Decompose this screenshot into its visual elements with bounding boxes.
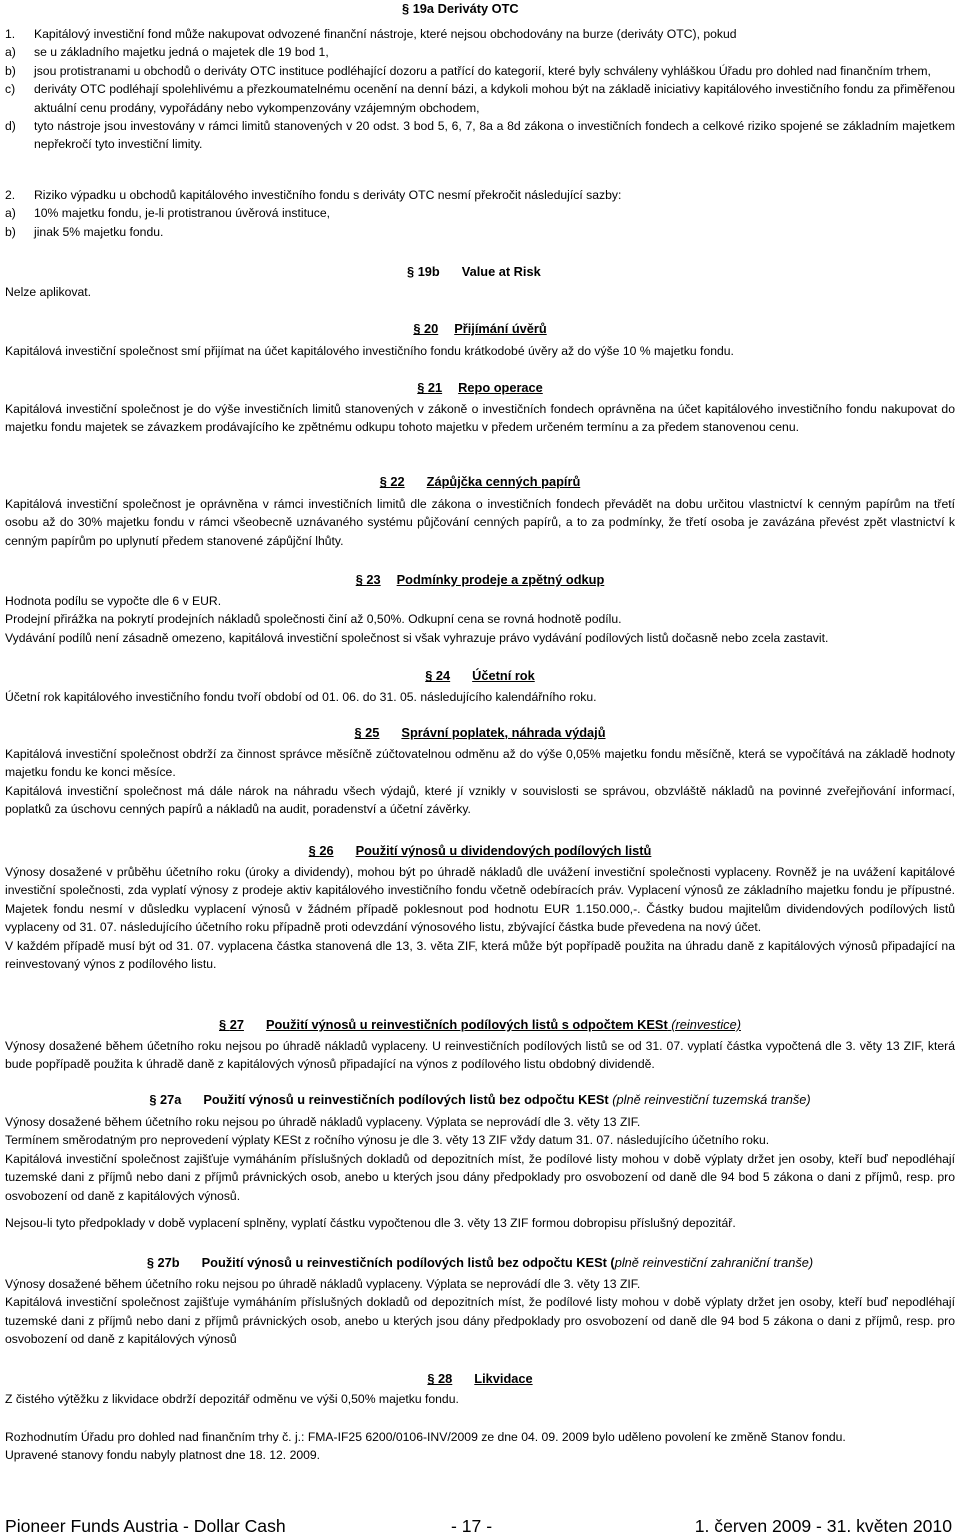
section-26-text: Výnosy dosažené v průběhu účetního roku (úroky a dividendy), mohou být po úhradě nákladů dle uvážení investiční společnosti vyplaceny. Rovněž je na uvážení kapitálové investiční společnosti, zda vyplatí výnosy z prodeje aktiv kapitálového investičního fondu včetně odebíracích práv. Vyplacení výnosů ze základního majetku fondu je přípustné. Majetek fondu nesmí v důsledku vyplacení výnosů v žádném případě poklesnout pod hodnotu EUR 1.150.000,-. Částky budou majitelům dividendových podílových listů vyplaceny od 31. 07. následujícího účetního roku případně proti odevzdání výnosového listu, zbývající částka bude převedena na nový účet. V každém případě musí být od 31. 07. vyplacena částka stanovená dle 13, 3. věta ZIF, která může být popřípadě použita na úhradu daně z kapitálových výnosů připadající na reinvestovaný výnos z podílového listu. xyxy=(5,865,955,972)
list-item: a) se u základního majetku jedná o majetek dle 19 bod 1, xyxy=(5,45,329,60)
list-item: d) tyto nástroje jsou investovány v rámci limitů stanovených v 20 odst. 3 bod 5, 6, 7, 8a a 8d zákona o investičních fondech a celkové riziko spojené se základním majetkem nepřekročí tyto investiční limity. xyxy=(5,119,955,152)
section-20-text: Kapitálová investiční společnost smí přijímat na účet kapitálového investičního fondu krátkodobé úvěry až do výše 10 % majetku fondu. xyxy=(5,344,734,358)
page-number: - 17 - xyxy=(451,1516,493,1536)
section-27a-text: Výnosy dosažené během účetního roku nejsou po úhradě nákladů vyplaceny. Výplata se neprovádí dle 3. věty 13 ZIF. Termínem směrodatným pro neprovedení výplaty KESt z ročního výnosu je dle 3. věty 13 ZIF vždy datum 31. 07. následujícího účetního roku. Kapitálová investiční společnost zajišťuje vymáháním příslušných dokladů od depozitních míst, že podílové listy mohou v době výplaty držet jen osoby, kteří buď nepodléhají tuzemské dani z příjmů nebo dani z příjmů právnických osob, anebo u kterých jsou dány předpoklady pro osvobození od daně dle 94 bod 5 zákona o dani z příjmů, resp. pro osvobození od daně z kapitálových výnosů. Nejsou-li tyto předpoklady v době vyplacení splněny, vyplatí částku vypočtenou dle 3. věty 13 ZIF formou dobropisu příslušný depozitář. xyxy=(5,1115,955,1231)
section-27b-text: Výnosy dosažené během účetního roku nejsou po úhradě nákladů vyplaceny. Výplata se neprovádí dle 3. věty 13 ZIF. Kapitálová investiční společnost zajišťuje vymáháním příslušných dokladů od depozitních míst, že podílové listy mohou v době výplaty držet jen osoby, kteří buď nepodléhají tuzemské dani z příjmů nebo dani z příjmů právnických osob, anebo u kterých jsou dány předpoklady pro osvobození od daně dle 94 bod 5 zákona o dani z příjmů, resp. pro osvobození od daně z kapitálových výnosů xyxy=(5,1277,955,1347)
not-applicable-text: Nelze aplikovat. xyxy=(5,285,92,299)
section-heading-26: § 26 Použití výnosů u dividendových podílových listů xyxy=(308,843,652,858)
list-item: b) jsou protistranami u obchodů o deriváty OTC instituce podléhající dozoru a patřící do kategorií, které byly schváleny vyhláškou Úřadu pro dohled nad finančním trhem, xyxy=(5,63,931,78)
footer-period: 1. červen 2009 - 31. květen 2010 xyxy=(694,1516,952,1536)
section-25-text: Kapitálová investiční společnost obdrží za činnost správce měsíčně zúčtovatelnou odměnu až do výše 0,05% majetku fondu měsíčně, která se vypočítává na základě hodnoty majetku fondu ke konci měsíce. Kapitálová investiční společnost má dále nárok na náhradu všech výdajů, které jí vznikly v souvislosti se správou, obzvláště nákladů na povinné zveřejňování informací, poplatků za úschovu cenných papírů a nákladů na audit, poradenství a účetní závěrky. xyxy=(5,747,955,817)
section-heading-19a: § 19a Deriváty OTC xyxy=(402,1,519,16)
footer-fund-name: Pioneer Funds Austria - Dollar Cash xyxy=(5,1516,286,1536)
section-heading-20: § 20 Přijímání úvěrů xyxy=(413,321,547,336)
section-heading-28: § 28 Likvidace xyxy=(427,1371,533,1386)
closing-note: Rozhodnutím Úřadu pro dohled nad finančním trhy č. j.: FMA-IF25 6200/0106-INV/2009 ze dne 04. 09. 2009 bylo uděleno povolení ke změně Stanov fondu. Upravené stanovy fondu nabyly platnost dne 18. 12. 2009. xyxy=(5,1430,846,1463)
section-heading-27a: § 27a Použití výnosů u reinvestičních podílových listů bez odpočtu KESt (plně reinvestiční tuzemská tranše) xyxy=(149,1092,811,1107)
page-footer xyxy=(0,1515,960,1537)
list-item: a) 10% majetku fondu, je-li protistranou úvěrová instituce, xyxy=(5,206,331,221)
section-27-text: Výnosy dosažené během účetního roku nejsou po úhradě nákladů vyplaceny. U reinvestičních podílových listů se od 31. 07. vyplatí částka vypočtená dle 3. věty 13 ZIF, která bude popřípadě použita k úhradě daně z kapitálových výnosů připadající na výnos z podílového listu obdobný dividendě. xyxy=(5,1039,955,1072)
list-item: c) deriváty OTC podléhají spolehlivému a přezkoumatelnému ocenění na denní bázi, a kdykoli mohou být na základě iniciativy kapitálového investičního fondu za přiměřenou aktuální cenu prodány, vypořádány nebo vykompenzovány vzájemným obchodem, xyxy=(5,82,955,115)
list-item: b) jinak 5% majetku fondu. xyxy=(5,224,164,239)
section-heading-24: § 24 Účetní rok xyxy=(425,668,535,683)
list-item: 2. Riziko výpadku u obchodů kapitálového investičního fondu s deriváty OTC nesmí překročit následující sazby: xyxy=(5,188,622,202)
section-heading-21: § 21 Repo operace xyxy=(417,380,543,395)
section-heading-27: § 27 Použití výnosů u reinvestičních podílových listů s odpočtem KESt (reinvestice) xyxy=(219,1017,741,1032)
section-sign: § xyxy=(402,1,413,16)
list-item: 1. Kapitálový investiční fond může nakupovat odvozené finanční nástroje, které nejsou obchodovány na burze (deriváty OTC), pokud xyxy=(5,27,737,41)
section-19a-body xyxy=(5,25,955,154)
section-heading-25: § 25 Správní poplatek, náhrada výdajů xyxy=(354,725,606,740)
section-24-text: Účetní rok kapitálového investičního fondu tvoří období od 01. 06. do 31. 05. následujícího kalendářního roku. xyxy=(5,690,597,704)
section-heading-22: § 22 Zápůjčka cenných papírů xyxy=(379,474,581,489)
section-28-text: Z čistého výtěžku z likvidace obdrží depozitář odměnu ve výši 0,50% majetku fondu. xyxy=(5,1392,459,1406)
section-23-text: Hodnota podílu se vypočte dle 6 v EUR. Prodejní přirážka na pokrytí prodejních nákladů společnosti činí až 0,50%. Odkupní cena se rovná hodnotě podílu. Vydávání podílů není zásadně omezeno, kapitálová investiční společnost si však vyhrazuje právo vydávání podílových listů dočasně nebo zcela zastavit. xyxy=(5,594,829,645)
section-21-text: Kapitálová investiční společnost je do výše investičních limitů stanovených v zákoně o investičních fondech oprávněna na účet kapitálového investičního fondu nakupovat do majetku fondu majetek se závazkem prodávajícího ke zpětnému odkupu tohoto majetku v předem určeném termínu a za předem stanovenou cenu. xyxy=(5,402,955,435)
section-heading-23: § 23 Podmínky prodeje a zpětný odkup xyxy=(355,572,605,587)
section-heading-27b: § 27b Použití výnosů u reinvestičních podílových listů bez odpočtu KESt (plně reinvestiční zahraniční tranše) xyxy=(146,1255,814,1270)
section-heading-19b: § 19b Value at Risk xyxy=(407,264,541,279)
section-22-text: Kapitálová investiční společnost je oprávněna v rámci investičních limitů dle zákona o investičních fondech převádět na dobu určitou vlastnictví k cenným papírům na třetí osobu až do 30% majetku fondu v rámci všeobecně uznávaného systému půjčování cenných papírů, a to za podmínky, že třetí osoba je zavázána převést zpět vlastnictví k cenným papírům po uplynutí předem stanovené zápůjční lhůty. xyxy=(5,497,955,548)
section-19a-item2 xyxy=(5,186,955,241)
